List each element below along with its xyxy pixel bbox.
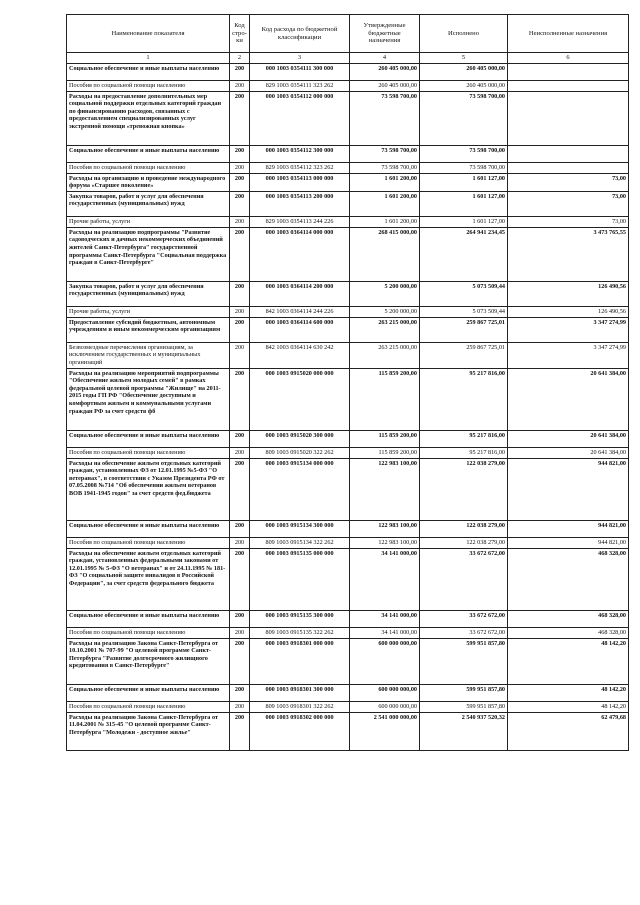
row-indicator-name: Социальное обеспечение и иные выплаты населению (67, 430, 230, 447)
row-indicator-name: Пособия по социальной помощи населению (67, 537, 230, 548)
row-indicator-name: Закупка товаров, работ и услуг для обеспечения государственных (муниципальных) нужд (67, 191, 230, 216)
table-header-row (67, 15, 629, 53)
row-unexecuted-amount: 20 641 384,00 (508, 447, 629, 458)
row-unexecuted-amount: 468 328,00 (508, 627, 629, 638)
row-indicator-name: Расходы на реализацию подпрограммы "Развитие садоводческих и дачных некоммерческих объединений жителей Санкт-Петербурга" государственной программы Санкт-Петербурга "Социальная поддержка граждан в Санкт-Петербурге" (67, 227, 230, 281)
table-row (67, 162, 629, 173)
row-approved-amount: 115 859 200,00 (350, 368, 420, 430)
table-row (67, 191, 629, 216)
row-line-code: 200 (230, 191, 250, 216)
row-approved-amount: 122 983 100,00 (350, 537, 420, 548)
row-approved-amount: 34 141 000,00 (350, 627, 420, 638)
row-expense-code: 000 1003 0915134 000 000 (250, 458, 350, 520)
row-executed-amount: 73 598 700,00 (420, 162, 508, 173)
table-row (67, 712, 629, 750)
row-expense-code: 000 1003 0915135 300 000 (250, 610, 350, 627)
table-body (67, 63, 629, 750)
row-executed-amount: 73 598 700,00 (420, 91, 508, 145)
row-expense-code: 000 1003 0918302 000 000 (250, 712, 350, 750)
row-executed-amount: 260 405 000,00 (420, 63, 508, 80)
row-line-code: 200 (230, 638, 250, 684)
row-line-code: 200 (230, 610, 250, 627)
row-line-code: 200 (230, 537, 250, 548)
column-number: 1 (67, 53, 230, 64)
row-expense-code: 809 1003 0915020 322 262 (250, 447, 350, 458)
budget-report-page (66, 14, 628, 751)
row-executed-amount: 122 038 279,00 (420, 520, 508, 537)
row-unexecuted-amount: 126 490,56 (508, 281, 629, 306)
row-expense-code: 000 1003 0354113 200 000 (250, 191, 350, 216)
row-unexecuted-amount: 3 473 765,55 (508, 227, 629, 281)
header-expense-code: Код расхода по бюджетной классификации (250, 15, 350, 53)
row-executed-amount: 5 073 509,44 (420, 281, 508, 306)
row-line-code: 200 (230, 430, 250, 447)
row-indicator-name: Социальное обеспечение и иные выплаты населению (67, 684, 230, 701)
header-unexecuted: Неисполненные назначения (508, 15, 629, 53)
row-approved-amount: 34 141 000,00 (350, 610, 420, 627)
row-executed-amount: 33 672 672,00 (420, 627, 508, 638)
row-line-code: 200 (230, 216, 250, 227)
row-unexecuted-amount: 944 821,00 (508, 520, 629, 537)
table-row (67, 368, 629, 430)
row-approved-amount: 1 601 200,00 (350, 191, 420, 216)
table-row (67, 548, 629, 610)
row-indicator-name: Пособия по социальной помощи населению (67, 627, 230, 638)
row-expense-code: 829 1003 0354111 323 262 (250, 80, 350, 91)
row-indicator-name: Расходы на реализацию Закона Санкт-Петербурга от 10.10.2001 № 707-99 "О целевой программе Санкт-Петербурга "Развитие долгосрочного жилищного кредитования в Санкт-Петербурге" (67, 638, 230, 684)
row-line-code: 200 (230, 162, 250, 173)
row-executed-amount: 599 951 857,80 (420, 701, 508, 712)
row-indicator-name: Прочие работы, услуги (67, 216, 230, 227)
row-expense-code: 809 1003 0918301 322 262 (250, 701, 350, 712)
table-row (67, 227, 629, 281)
table-row (67, 145, 629, 162)
row-line-code: 200 (230, 520, 250, 537)
row-approved-amount: 1 601 200,00 (350, 173, 420, 191)
row-expense-code: 829 1003 0354112 323 262 (250, 162, 350, 173)
row-indicator-name: Пособия по социальной помощи населению (67, 162, 230, 173)
row-indicator-name: Расходы на обеспечение жильем отдельных категорий граждан, установленных федеральными законами от 12.01.1995 № 5-ФЗ "О ветеранах" и от 24.11.1995 № 181-ФЗ "О социальной защите инвалидов в Российской Федерации", за счет средств федерального бюджета (67, 548, 230, 610)
table-row (67, 91, 629, 145)
row-indicator-name: Пособия по социальной помощи населению (67, 80, 230, 91)
row-expense-code: 000 1003 0354112 300 000 (250, 145, 350, 162)
table-row (67, 63, 629, 80)
row-expense-code: 000 1003 0354111 300 000 (250, 63, 350, 80)
row-executed-amount: 33 672 672,00 (420, 610, 508, 627)
row-executed-amount: 95 217 816,00 (420, 368, 508, 430)
table-row (67, 216, 629, 227)
row-indicator-name: Закупка товаров, работ и услуг для обеспечения государственных (муниципальных) нужд (67, 281, 230, 306)
row-approved-amount: 5 200 000,00 (350, 306, 420, 317)
row-expense-code: 829 1003 0354113 244 226 (250, 216, 350, 227)
table-row (67, 610, 629, 627)
row-line-code: 200 (230, 306, 250, 317)
row-indicator-name: Расходы на реализацию Закона Санкт-Петербурга от 11.04.2001 № 315-45 "О целевой программе Санкт-Петербурга "Молодежи - доступное жилье" (67, 712, 230, 750)
row-executed-amount: 259 867 725,01 (420, 342, 508, 368)
row-approved-amount: 115 859 200,00 (350, 430, 420, 447)
table-row (67, 638, 629, 684)
row-expense-code: 000 1003 0918301 300 000 (250, 684, 350, 701)
header-approved: Утвержденные бюджетные назначения (350, 15, 420, 53)
row-executed-amount: 33 672 672,00 (420, 548, 508, 610)
row-expense-code: 000 1003 0915135 000 000 (250, 548, 350, 610)
column-number: 3 (250, 53, 350, 64)
row-expense-code: 000 1003 0915134 300 000 (250, 520, 350, 537)
row-line-code: 200 (230, 701, 250, 712)
row-approved-amount: 260 405 000,00 (350, 63, 420, 80)
row-unexecuted-amount: 48 142,20 (508, 638, 629, 684)
table-row (67, 458, 629, 520)
row-approved-amount: 122 983 100,00 (350, 458, 420, 520)
row-executed-amount: 264 941 234,45 (420, 227, 508, 281)
row-line-code: 200 (230, 80, 250, 91)
row-line-code: 200 (230, 281, 250, 306)
row-line-code: 200 (230, 145, 250, 162)
row-approved-amount: 600 000 000,00 (350, 638, 420, 684)
row-executed-amount: 259 867 725,01 (420, 317, 508, 342)
row-unexecuted-amount (508, 91, 629, 145)
row-executed-amount: 122 038 279,00 (420, 458, 508, 520)
row-unexecuted-amount: 20 641 384,00 (508, 368, 629, 430)
row-expense-code: 000 1003 0354112 000 000 (250, 91, 350, 145)
row-approved-amount: 260 405 000,00 (350, 80, 420, 91)
row-unexecuted-amount (508, 63, 629, 80)
row-expense-code: 809 1003 0915134 322 262 (250, 537, 350, 548)
table-row (67, 173, 629, 191)
row-line-code: 200 (230, 548, 250, 610)
table-row (67, 627, 629, 638)
row-approved-amount: 600 000 000,00 (350, 684, 420, 701)
row-indicator-name: Социальное обеспечение и иные выплаты населению (67, 610, 230, 627)
row-unexecuted-amount (508, 80, 629, 91)
row-unexecuted-amount (508, 145, 629, 162)
row-unexecuted-amount: 73,00 (508, 216, 629, 227)
row-approved-amount: 73 598 700,00 (350, 162, 420, 173)
header-executed: Исполнено (420, 15, 508, 53)
row-unexecuted-amount: 944 821,00 (508, 458, 629, 520)
row-indicator-name: Социальное обеспечение и иные выплаты населению (67, 520, 230, 537)
row-approved-amount: 73 598 700,00 (350, 145, 420, 162)
row-indicator-name: Предоставление субсидий бюджетным, автономным учреждениям и иным некоммерческим организациям (67, 317, 230, 342)
row-line-code: 200 (230, 317, 250, 342)
row-approved-amount: 600 000 000,00 (350, 701, 420, 712)
column-number: 5 (420, 53, 508, 64)
row-indicator-name: Расходы на предоставление дополнительных мер социальной поддержки отдельных категорий граждан по финансированию расходов, связанных с предоставлением специализированных услуг экстренной помощи «тревожная кнопка» (67, 91, 230, 145)
row-line-code: 200 (230, 63, 250, 80)
column-number: 4 (350, 53, 420, 64)
row-unexecuted-amount: 3 347 274,99 (508, 317, 629, 342)
row-approved-amount: 263 215 000,00 (350, 342, 420, 368)
row-unexecuted-amount: 62 479,68 (508, 712, 629, 750)
header-indicator-name: Наименование показателя (67, 15, 230, 53)
row-expense-code: 842 1003 0364114 630 242 (250, 342, 350, 368)
row-unexecuted-amount: 73,00 (508, 191, 629, 216)
row-unexecuted-amount: 126 490,56 (508, 306, 629, 317)
table-row (67, 537, 629, 548)
row-indicator-name: Расходы на организацию и проведение международного форума «Старшее поколение» (67, 173, 230, 191)
row-executed-amount: 95 217 816,00 (420, 430, 508, 447)
row-indicator-name: Безвозмездные перечисления организациям, за исключением государственных и муниципальных организаций (67, 342, 230, 368)
row-executed-amount: 5 073 509,44 (420, 306, 508, 317)
table-row (67, 684, 629, 701)
table-row (67, 447, 629, 458)
row-unexecuted-amount: 48 142,20 (508, 701, 629, 712)
row-approved-amount: 268 415 000,00 (350, 227, 420, 281)
row-unexecuted-amount: 48 142,20 (508, 684, 629, 701)
row-unexecuted-amount: 468 328,00 (508, 610, 629, 627)
row-executed-amount: 1 601 127,00 (420, 173, 508, 191)
row-expense-code: 000 1003 0915020 000 000 (250, 368, 350, 430)
row-line-code: 200 (230, 627, 250, 638)
column-number: 6 (508, 53, 629, 64)
row-executed-amount: 122 038 279,00 (420, 537, 508, 548)
row-unexecuted-amount: 944 821,00 (508, 537, 629, 548)
row-approved-amount: 34 141 000,00 (350, 548, 420, 610)
table-row (67, 701, 629, 712)
row-executed-amount: 599 951 857,80 (420, 684, 508, 701)
row-unexecuted-amount: 73,00 (508, 173, 629, 191)
row-line-code: 200 (230, 227, 250, 281)
row-approved-amount: 122 983 100,00 (350, 520, 420, 537)
row-approved-amount: 5 200 000,00 (350, 281, 420, 306)
row-expense-code: 842 1003 0364114 244 226 (250, 306, 350, 317)
row-executed-amount: 1 601 127,00 (420, 191, 508, 216)
table-row (67, 80, 629, 91)
row-expense-code: 000 1003 0364114 000 000 (250, 227, 350, 281)
row-executed-amount: 95 217 816,00 (420, 447, 508, 458)
table-row (67, 317, 629, 342)
row-expense-code: 000 1003 0364114 600 000 (250, 317, 350, 342)
row-approved-amount: 1 601 200,00 (350, 216, 420, 227)
row-unexecuted-amount (508, 162, 629, 173)
row-executed-amount: 260 405 000,00 (420, 80, 508, 91)
row-line-code: 200 (230, 458, 250, 520)
row-indicator-name: Социальное обеспечение и иные выплаты населению (67, 63, 230, 80)
row-indicator-name: Социальное обеспечение и иные выплаты населению (67, 145, 230, 162)
table-row (67, 281, 629, 306)
row-indicator-name: Расходы на обеспечение жильем отдельных категорий граждан, установленных ФЗ от 12.01.1995 №5-ФЗ "О ветеранах", в соответствии с Указом Президента РФ от 07.05.2008 №714 "Об обеспечении жильем ветеранов ВОВ 1941-1945 годов" за счет средств фед.бюджета (67, 458, 230, 520)
row-expense-code: 809 1003 0915135 322 262 (250, 627, 350, 638)
column-number-row (67, 53, 629, 64)
header-line-code: Код стро-ки (230, 15, 250, 53)
table-row (67, 430, 629, 447)
row-indicator-name: Расходы на реализацию мероприятий подпрограммы "Обеспечение жильем молодых семей" в рамках федеральной целевой программы "Жилище" на 2011-2015 годы ГП РФ "Обеспечение доступным и комфортным жильем и коммунальными услугами граждан РФ за счет средств фб (67, 368, 230, 430)
row-executed-amount: 599 951 857,80 (420, 638, 508, 684)
row-unexecuted-amount: 468 328,00 (508, 548, 629, 610)
table-row (67, 520, 629, 537)
row-unexecuted-amount: 3 347 274,99 (508, 342, 629, 368)
row-approved-amount: 73 598 700,00 (350, 91, 420, 145)
row-expense-code: 000 1003 0915020 300 000 (250, 430, 350, 447)
row-line-code: 200 (230, 368, 250, 430)
row-executed-amount: 73 598 700,00 (420, 145, 508, 162)
row-line-code: 200 (230, 91, 250, 145)
row-approved-amount: 2 541 000 000,00 (350, 712, 420, 750)
row-approved-amount: 263 215 000,00 (350, 317, 420, 342)
row-line-code: 200 (230, 447, 250, 458)
row-indicator-name: Пособия по социальной помощи населению (67, 447, 230, 458)
table-row (67, 342, 629, 368)
row-executed-amount: 1 601 127,00 (420, 216, 508, 227)
row-indicator-name: Прочие работы, услуги (67, 306, 230, 317)
row-approved-amount: 115 859 200,00 (350, 447, 420, 458)
row-line-code: 200 (230, 684, 250, 701)
row-expense-code: 000 1003 0364114 200 000 (250, 281, 350, 306)
row-unexecuted-amount: 20 641 384,00 (508, 430, 629, 447)
budget-execution-table (66, 14, 629, 751)
row-expense-code: 000 1003 0918301 000 000 (250, 638, 350, 684)
row-executed-amount: 2 540 937 520,32 (420, 712, 508, 750)
table-row (67, 306, 629, 317)
column-number: 2 (230, 53, 250, 64)
row-indicator-name: Пособия по социальной помощи населению (67, 701, 230, 712)
row-line-code: 200 (230, 173, 250, 191)
row-line-code: 200 (230, 342, 250, 368)
row-expense-code: 000 1003 0354113 000 000 (250, 173, 350, 191)
row-line-code: 200 (230, 712, 250, 750)
